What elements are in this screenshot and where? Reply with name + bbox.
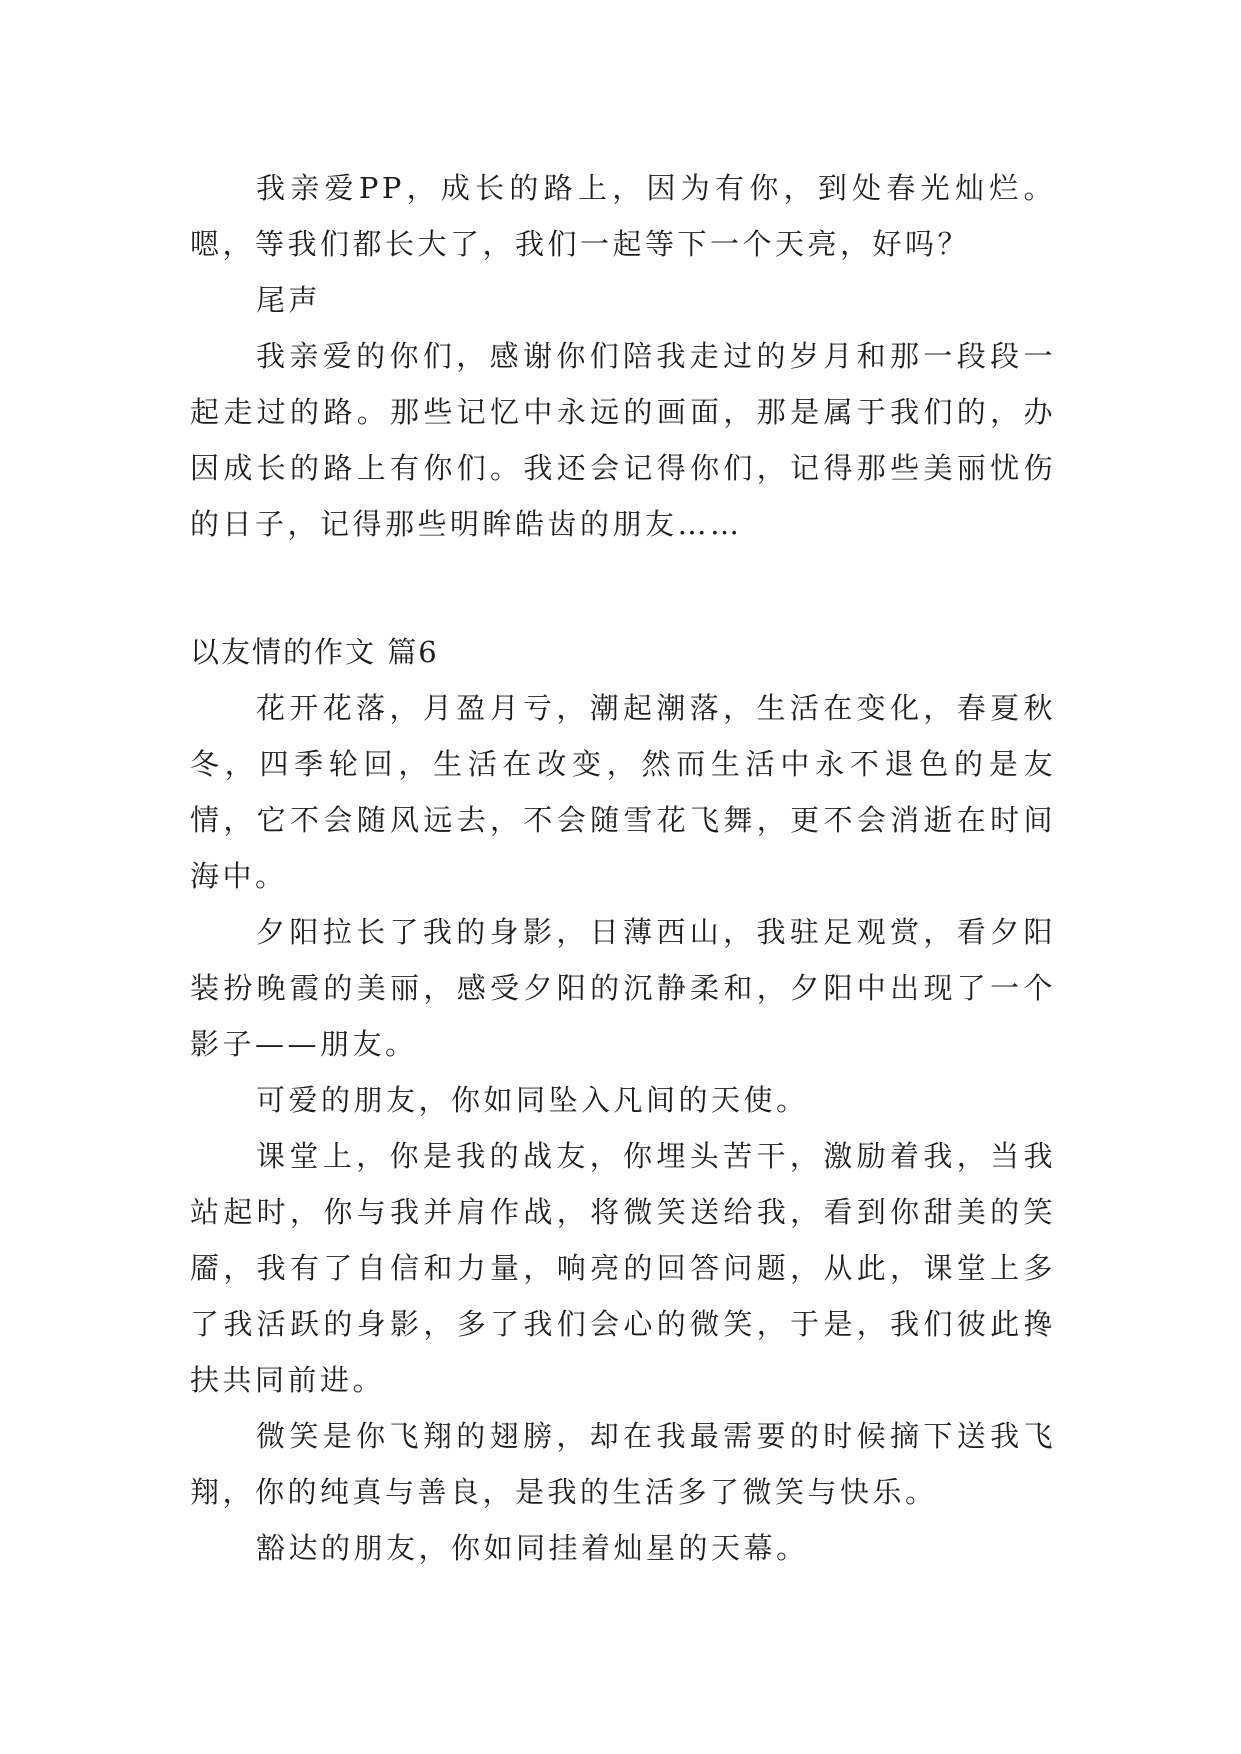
paragraph: 我亲爱PP，成长的路上，因为有你，到处春光灿烂。嗯，等我们都长大了，我们一起等下一个天亮，好吗？ (190, 171, 1056, 261)
section-spacer (190, 552, 1056, 624)
paragraph: 可爱的朋友，你如同坠入凡间的天使。 (256, 1083, 809, 1117)
subheading-ending: 尾声 (256, 283, 322, 317)
paragraph: 微笑是你飞翔的翅膀，却在我最需要的时候摘下送我飞翔，你的纯真与善良，是我的生活多了微笑与快乐。 (190, 1419, 1056, 1509)
paragraph: 豁达的朋友，你如同挂着灿星的天幕。 (256, 1531, 809, 1565)
section-heading: 以友情的作文 篇6 (190, 635, 439, 669)
paragraph: 夕阳拉长了我的身影，日薄西山，我驻足观赏，看夕阳装扮晚霞的美丽，感受夕阳的沉静柔和，夕阳中出现了一个影子——朋友。 (190, 915, 1056, 1061)
paragraph: 花开花落，月盈月亏，潮起潮落，生活在变化，春夏秋冬，四季轮回，生活在改变，然而生活中永不退色的是友情，它不会随风远去，不会随雪花飞舞，更不会消逝在时间海中。 (190, 691, 1056, 893)
paragraph: 课堂上，你是我的战友，你埋头苦干，激励着我，当我站起时，你与我并肩作战，将微笑送给我，看到你甜美的笑靥，我有了自信和力量，响亮的回答问题，从此，课堂上多了我活跃的身影，多了我们会心的微笑，于是，我们彼此搀扶共同前进。 (190, 1139, 1056, 1397)
document-body (190, 160, 1056, 1576)
paragraph: 我亲爱的你们，感谢你们陪我走过的岁月和那一段段一起走过的路。那些记忆中永远的画面，那是属于我们的，办因成长的路上有你们。我还会记得你们，记得那些美丽忧伤的日子，记得那些明眸皓齿的朋友…… (190, 339, 1056, 541)
